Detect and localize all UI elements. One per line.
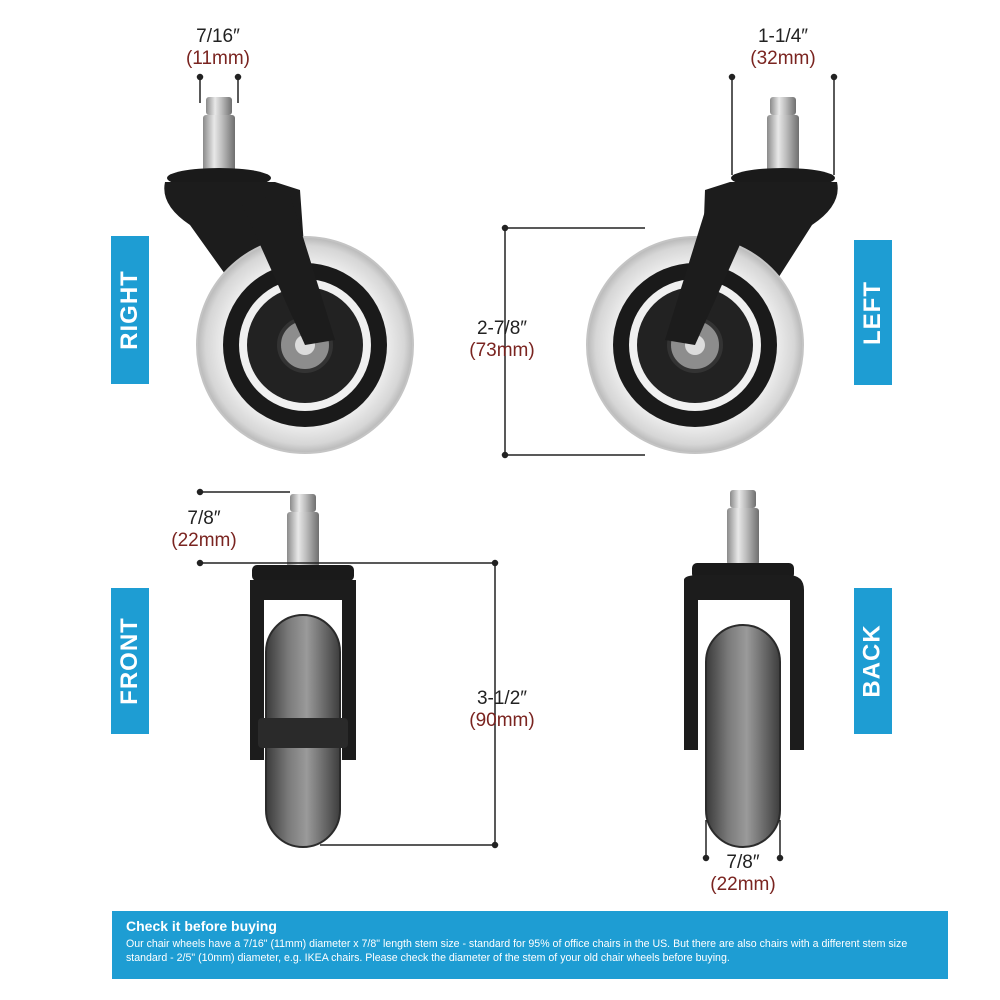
caster-right-view [164,97,413,453]
dim-total-height [452,688,552,732]
info-title: Check it before buying [126,918,277,934]
view-label-left: LEFT [859,280,886,345]
dim-metric: (11mm) [185,48,251,69]
dim-imperial: 7/8″ [187,508,221,529]
dim-metric: (22mm) [171,530,237,551]
dim-imperial: 7/16″ [196,26,240,47]
dim-imperial: 1-1/4″ [757,26,809,47]
dim-metric: (32mm) [750,48,816,69]
dim-metric: (90mm) [469,710,535,731]
stem [287,512,319,567]
view-tab-back [854,588,892,734]
view-label-right: RIGHT [116,270,144,350]
dim-imperial: 7/8″ [726,852,760,873]
dim-wheel-diameter [452,318,552,362]
dim-stem-length [154,508,254,552]
info-banner [112,911,948,979]
grey-wheel [706,625,780,847]
view-tab-front [111,588,149,734]
stem [727,508,759,565]
stem-tip [290,494,316,512]
axle [258,718,348,748]
dim-metric: (73mm) [469,340,535,361]
dim-imperial: 2-7/8″ [476,318,528,339]
view-label-back: BACK [859,624,887,698]
caster-left-view [587,97,838,453]
stem-tip [206,97,232,115]
info-body: Our chair wheels have a 7/16" (11mm) diameter x 7/8" length stem size - standard for 95% of office chairs in the US. But there are also chairs with a different stem size standard - 2/5" (10mm) diameter, e.g. IKEA chairs. Please check the diameter of the stem of your old chair wheels before buying. [126,938,908,964]
mount-plate [252,565,354,581]
stem [203,115,235,175]
dim-wheel-width [693,852,793,896]
dim-metric: (22mm) [710,874,776,895]
caster-back-view [684,490,804,847]
dim-stem-diameter [168,26,268,70]
view-tab-left [854,240,892,385]
dim-imperial: 3-1/2″ [476,688,528,709]
dim-plate-width [728,26,838,70]
stem [767,115,799,175]
caster-front-view [250,494,356,847]
stem-tip [770,97,796,115]
stem-tip [730,490,756,508]
view-label-front: FRONT [116,617,143,705]
view-tab-right [111,236,149,384]
